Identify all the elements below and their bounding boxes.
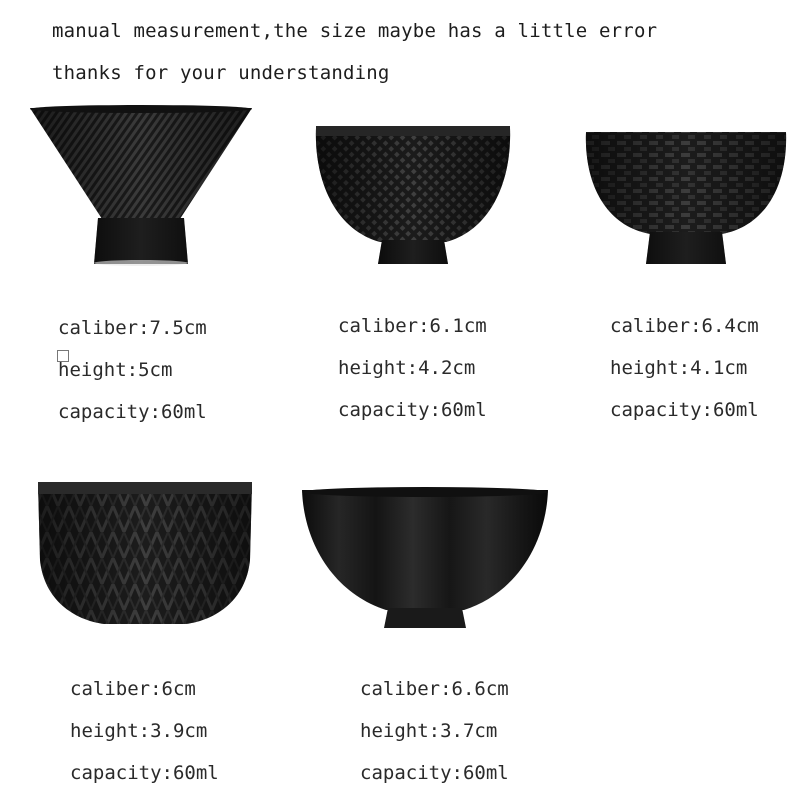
cup-specs-5 (360, 668, 509, 794)
height-label: height:4.2cm (338, 357, 476, 379)
caliber-label: caliber:6cm (70, 678, 196, 700)
caliber-label: caliber:6.4cm (610, 315, 759, 337)
capacity-label: capacity:60ml (70, 762, 219, 784)
cup-specs-4 (70, 668, 219, 794)
caliber-label: caliber:6.1cm (338, 315, 487, 337)
capacity-label: capacity:60ml (58, 401, 207, 423)
cup-image-1 (28, 104, 254, 266)
capacity-label: capacity:60ml (338, 399, 487, 421)
cup-specs-1 (58, 307, 207, 433)
height-label: height:5cm (58, 359, 173, 381)
height-label: height:3.9cm (70, 720, 208, 742)
caliber-label: caliber:6.6cm (360, 678, 509, 700)
capacity-label: capacity:60ml (610, 399, 759, 421)
cup-image-4 (36, 480, 254, 628)
cup-image-3 (584, 128, 788, 268)
cup-specs-2 (338, 305, 487, 431)
cup-image-2 (312, 122, 514, 268)
measurement-note: manual measurement,the size maybe has a little error (52, 20, 658, 42)
cup-image-5 (300, 486, 550, 632)
thanks-note: thanks for your understanding (52, 62, 390, 84)
cup-specs-3 (610, 305, 759, 431)
height-label: height:3.7cm (360, 720, 498, 742)
height-label: height:4.1cm (610, 357, 748, 379)
capacity-label: capacity:60ml (360, 762, 509, 784)
caliber-label: caliber:7.5cm (58, 317, 207, 339)
